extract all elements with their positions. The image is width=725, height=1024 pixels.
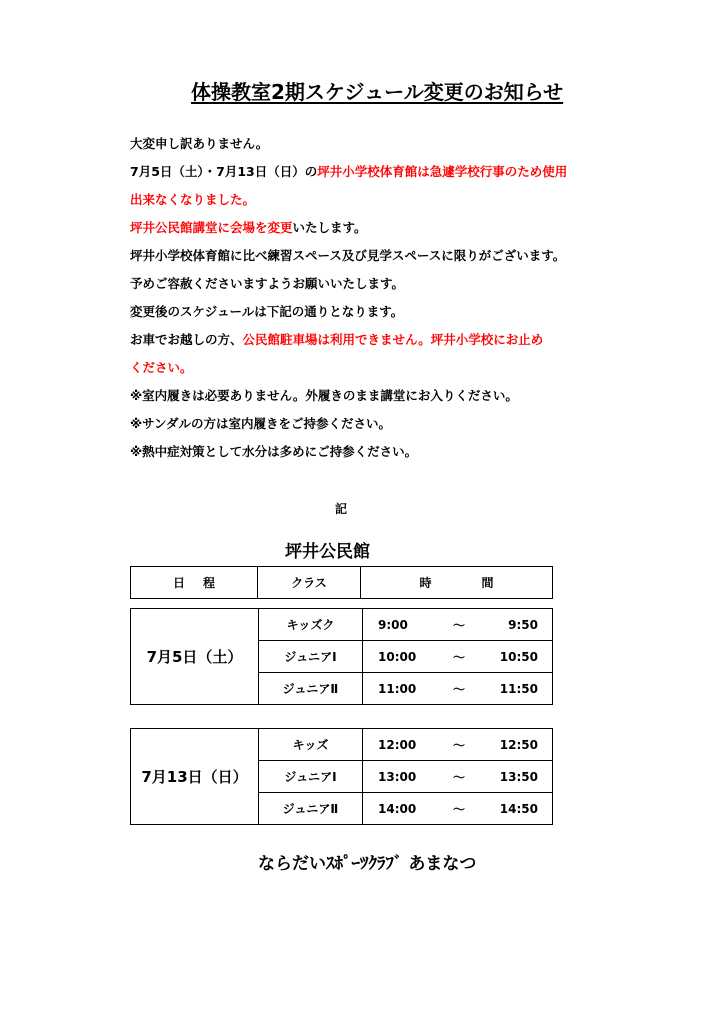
time-separator: ～ xyxy=(453,618,466,632)
header-time-cell xyxy=(361,567,552,598)
schedule-rows xyxy=(259,609,552,704)
time-separator: ～ xyxy=(453,738,466,752)
header-class-cell xyxy=(258,567,361,598)
heatstroke-note: ※熱中症対策として水分は多めにご持参ください。 xyxy=(130,444,418,459)
venue-heading: 坪井公民館 xyxy=(285,542,370,562)
class-cell: キッズク xyxy=(259,609,363,640)
class-cell: キッズ xyxy=(259,729,363,760)
gym-unavailable-text: 坪井小学校体育館は急遽学校行事のため使用 xyxy=(317,164,568,179)
dates-text: 7月5日（土）・7月13日（日）の xyxy=(130,164,318,179)
class-cell: ジュニアⅠ xyxy=(259,761,363,792)
table-row xyxy=(259,761,552,793)
header-date: 日程 xyxy=(172,576,233,590)
schedule-rows xyxy=(259,729,552,824)
end-time: 13:50 xyxy=(499,769,538,784)
header-time: 時間 xyxy=(419,576,544,590)
venue-change-suffix: いたします。 xyxy=(292,220,367,235)
header-date-cell xyxy=(131,567,258,598)
start-time: 11:00 xyxy=(378,681,417,696)
class-cell: ジュニアⅡ xyxy=(259,793,363,824)
end-time: 11:50 xyxy=(499,681,538,696)
schedule-block-0713 xyxy=(130,728,553,825)
table-row xyxy=(259,609,552,641)
schedule-intro-line: 変更後のスケジュールは下記の通りとなります。 xyxy=(130,304,404,319)
ki-marker: 記 xyxy=(335,502,348,516)
class-cell: ジュニアⅠ xyxy=(259,641,363,672)
time-cell xyxy=(363,729,552,760)
time-cell xyxy=(363,761,552,792)
table-row xyxy=(259,729,552,761)
start-time: 13:00 xyxy=(378,769,417,784)
schedule-date: 7月5日（土） xyxy=(131,609,259,704)
apology-request-line: 予めご容赦くださいますようお願いいたします。 xyxy=(130,276,405,291)
end-time: 14:50 xyxy=(499,801,538,816)
venue-change-text: 坪井公民館講堂に会場を変更 xyxy=(130,220,293,235)
class-cell: ジュニアⅡ xyxy=(259,673,363,704)
time-cell xyxy=(363,673,552,704)
table-row xyxy=(259,673,552,704)
schedule-block-0705 xyxy=(130,608,553,705)
time-cell xyxy=(363,793,552,824)
header-class: クラス xyxy=(291,576,327,590)
end-time: 12:50 xyxy=(499,737,538,752)
dates-line xyxy=(130,158,610,186)
sandals-note: ※サンダルの方は室内履きをご持参ください。 xyxy=(130,416,392,431)
table-row xyxy=(259,641,552,673)
end-time: 10:50 xyxy=(499,649,538,664)
time-separator: ～ xyxy=(453,802,466,816)
start-time: 10:00 xyxy=(378,649,417,664)
time-cell xyxy=(363,609,552,640)
table-row xyxy=(259,793,552,824)
end-time: 9:50 xyxy=(508,617,538,632)
parking-line xyxy=(130,326,610,354)
time-cell xyxy=(363,641,552,672)
venue-change-line xyxy=(130,214,610,242)
indoor-shoes-note: ※室内履きは必要ありません。外履きのまま講堂にお入りください。 xyxy=(130,388,518,403)
parking-warning-end: ください。 xyxy=(130,360,193,375)
parking-warning-text: 公民館駐車場は利用できません。坪井小学校にお止め xyxy=(242,332,544,347)
apology-line: 大変申し訳ありません。 xyxy=(130,136,269,151)
time-separator: ～ xyxy=(453,682,466,696)
club-signature: ならだいｽﾎﾟｰﾂｸﾗﾌﾞ あまなつ xyxy=(258,854,477,874)
start-time: 14:00 xyxy=(378,801,417,816)
notice-body xyxy=(130,130,610,466)
schedule-table-header xyxy=(130,566,553,599)
schedule-date: 7月13日（日） xyxy=(131,729,259,824)
unavailable-line: 出来なくなりました。 xyxy=(130,192,256,207)
notice-title: 体操教室2期スケジュール変更のお知らせ xyxy=(191,80,564,104)
time-separator: ～ xyxy=(453,650,466,664)
space-note-line: 坪井小学校体育館に比べ練習スペース及び見学スペースに限りがございます。 xyxy=(130,248,566,263)
time-separator: ～ xyxy=(453,770,466,784)
start-time: 9:00 xyxy=(378,617,408,632)
parking-prefix: お車でお越しの方、 xyxy=(130,332,243,347)
start-time: 12:00 xyxy=(378,737,417,752)
